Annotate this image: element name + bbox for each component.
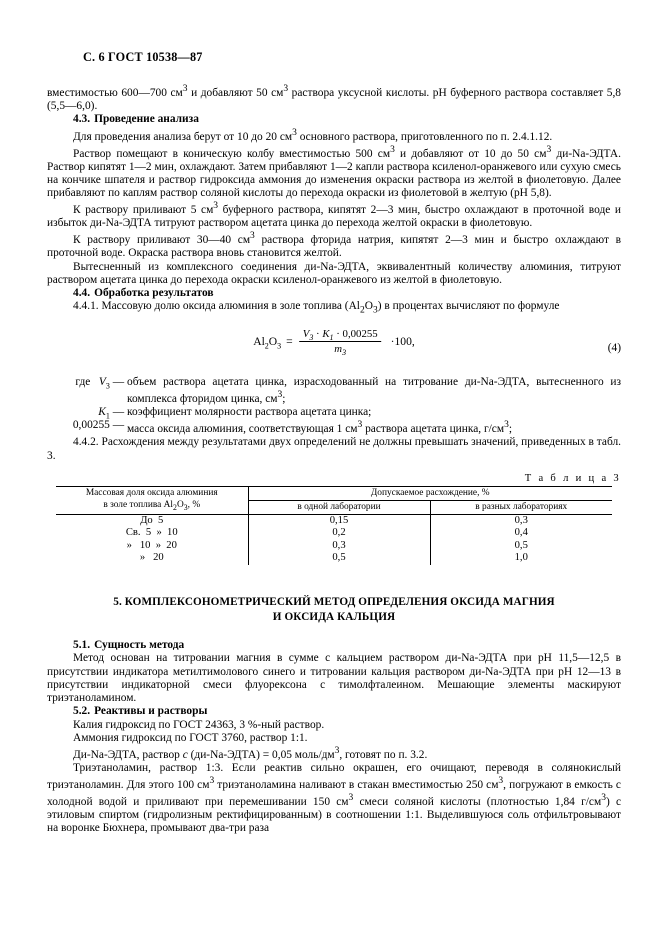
table-range-cell [56,514,248,565]
formula-equals: = [286,334,293,348]
formula-4-container [47,328,621,368]
legend-lead: $K_1$ — [98,406,125,421]
spacer [47,625,621,639]
table-header-col1-line1: Массовая доля оксида алюминия [85,487,218,498]
legend-description: масса оксида алюминия, соответствующая 1 $см^3$ раствора ацетата цинка, $г/см^3$; [127,420,512,436]
table-header-col3: в разных лабораториях [430,501,612,514]
page-header: С. 6 ГОСТ 10538—87 [83,50,203,64]
formula-number: (4) [607,341,621,354]
clause-4-4-number: 4.4. [73,287,91,300]
clause-5-2-heading [47,705,621,718]
section-5-heading [47,595,621,625]
clause-4-3-heading [47,113,621,126]
clause-4-4-title: Обработка результатов [94,287,214,300]
paragraph-4-3-3: К раствору приливают 5 $см^3$ буферного раствора, кипятят 2—3 мин, быстро охлаждают в проточной воде и избыток ди-Na-ЭДТА титруют раствором ацетата цинка до перехода желтой окраски в фиолетовую. [47,201,621,230]
clause-5-1-title: Сущность метода [94,638,185,651]
table-onelab-0: 0,15 [329,514,349,526]
formula-numerator: $V_3 \cdot K_1 \cdot 0,00255$ [299,328,382,342]
clause-4-3-number: 4.3. [73,113,91,126]
table-difflabs-cell [430,514,612,565]
table-onelab-cell [248,514,430,565]
paragraph-4-3-4: К раствору приливают 30—40 $см^3$ раствора фторида натрия, кипятят 2—3 мин и быстро охлаждают в проточной воде. Окраска раствора вновь становится желтой. [47,231,621,260]
table-caption: Т а б л и ц а 3 [524,472,621,484]
clause-5-1-heading [47,639,621,652]
table-range-1: Св. 5 » 10 [125,527,178,539]
paragraph-5-1: Метод основан на титровании магния в сумме с кальцием раствором ди-Na-ЭДТА при pH 11,5—12,5 в присутствии индикатора метилтимолового синего и титровании кальция раствором ди-Na-ЭДТА при pH 12—13 в присутствии индикаторной смеси флуорексона с тимолфталеином. Мешающие элементы маскируют триэтаноламином. [47,652,621,704]
legend-lead: где $V_3$ — [75,375,125,391]
section-5-line2: И ОКСИДА КАЛЬЦИЯ [272,610,396,623]
paragraph-4-3-5: Вытесненный из комплексного соединения ди-Na-ЭДТА, эквивалентный количеству алюминия, титруют раствором ацетата цинка до перехода окраски ксиленол-оранжевого из желтой в фиолетовую. [47,260,621,286]
formula-4 [253,327,415,358]
table-difflabs-2: 0,5 [514,539,528,551]
clause-5-2-number: 5.2. [73,705,91,718]
table-header-col1-line2: в золе топлива $Al_2O_3$, % [103,499,201,512]
table-difflabs-3: 1,0 [514,552,528,564]
table-onelab-2: 0,3 [332,539,346,551]
formula-denominator: $m_3$ [334,342,347,358]
legend-description: коэффициент молярности раствора ацетата цинка; [127,406,372,419]
table-range-0: До 5 [140,514,164,526]
paragraph-intro: вместимостью 600—700 $см^3$ и добавляют 50 $см^3$ раствора уксусной кислоты. pH буферного раствора составляет 5,8 (5,5—6,0). [47,84,621,112]
paragraph-4-3-1: Для проведения анализа берут от 10 до 20 $см^3$ основного раствора, приготовленного по п. 2.4.1.12. [73,127,553,143]
formula-tail: ·100, [390,334,415,348]
clause-5-1-number: 5.1. [73,638,91,651]
clause-5-2-title: Реактивы и растворы [94,705,208,718]
table-onelab-1: 0,2 [332,527,346,539]
table-body-row [56,514,612,565]
table-onelab-3: 0,5 [332,552,346,564]
paragraph-4-4-1: 4.4.1. Массовую долю оксида алюминия в золе топлива $(Al_2O_3)$ в процентах вычисляют по формуле [73,300,560,316]
reagent-item-2: Аммония гидроксид по ГОСТ 3760, раствор 1:1. [73,731,308,744]
table-header-row-1 [56,486,612,500]
legend-lead: 0,00255 — [72,419,125,432]
reagent-item-1: Калия гидроксид по ГОСТ 24363, 3 %-ный раствор. [73,718,325,731]
table-header-col1 [56,486,248,514]
paragraph-5-2-last: Триэтаноламин, раствор 1:3. Если реактив сильно окрашен, его очищают, переводя в солянокислый триэтаноламин. Для этого 100 $см^3$ триэтаноламина наливают в стакан вместимостью 250 $см^3$, погружают в емкость с холодной водой и приливают при перемешивании 150 $см^3$ смеси соляной кислоты (плотностью 1,84 $г/см^3$) с этиловым спиртом (гидролизным ректифицированным) в соотношении 1:1. Выделившуюся соль отфильтровывают на воронке Бюхнера, промывают два-три раза [47,762,621,835]
table-difflabs-0: 0,3 [514,514,528,526]
table-range-3: » 20 [139,552,164,564]
formula-lhs: $Al_2O_3$ [253,334,282,351]
formula-fraction [299,327,382,358]
table-header-col2: в одной лаборатории [248,501,430,514]
legend-description: объем раствора ацетата цинка, израсходованный на титрование ди-Na-ЭДТА, вытесненного из комплекса фторидом цинка, $см^3$; [127,375,621,405]
paragraph-4-4-2: 4.4.2. Расхождения между результатами двух определений не должны превышать значений, приведенных в табл. 3. [47,436,621,462]
clause-4-3-title: Проведение анализа [94,113,199,126]
table-header-span: Допускаемое расхождение, % [248,486,612,500]
legend-item [47,419,621,436]
tolerance-table [56,486,612,565]
table-range-2: » 10 » 20 [126,539,177,551]
table-difflabs-1: 0,4 [514,527,528,539]
legend-item [47,376,621,406]
paragraph-4-3-2: Раствор помещают в коническую колбу вместимостью 500 $см^3$ и добавляют от 10 до 50 $см^3$ ди-Na-ЭДТА. Раствор кипятят 1—2 мин, охлаждают. Затем прибавляют 1—2 капли раствора ксиленол-оранжевого или сухую смесь на кончике шпателя и раствор гидроксида аммония до изменения окраски раствора из желтой в фиолетовую. Далее прибавляют по каплям раствор соляной кислоты до перехода окраски из фиолетовой в желтую (pH 5,8). [47,144,621,200]
clause-4-4-heading [47,287,621,300]
legend-item [47,406,621,419]
page-content [47,50,621,836]
formula-legend [47,376,621,436]
reagent-item-3: Ди-Na-ЭДТА, раствор c (ди-Na-ЭДТА) = 0,05 моль/$дм^3$, готовят по п. 3.2. [73,746,428,761]
section-5-line1: 5. КОМПЛЕКСОНОМЕТРИЧЕСКИЙ МЕТОД ОПРЕДЕЛЕНИЯ ОКСИДА МАГНИЯ [113,595,555,608]
